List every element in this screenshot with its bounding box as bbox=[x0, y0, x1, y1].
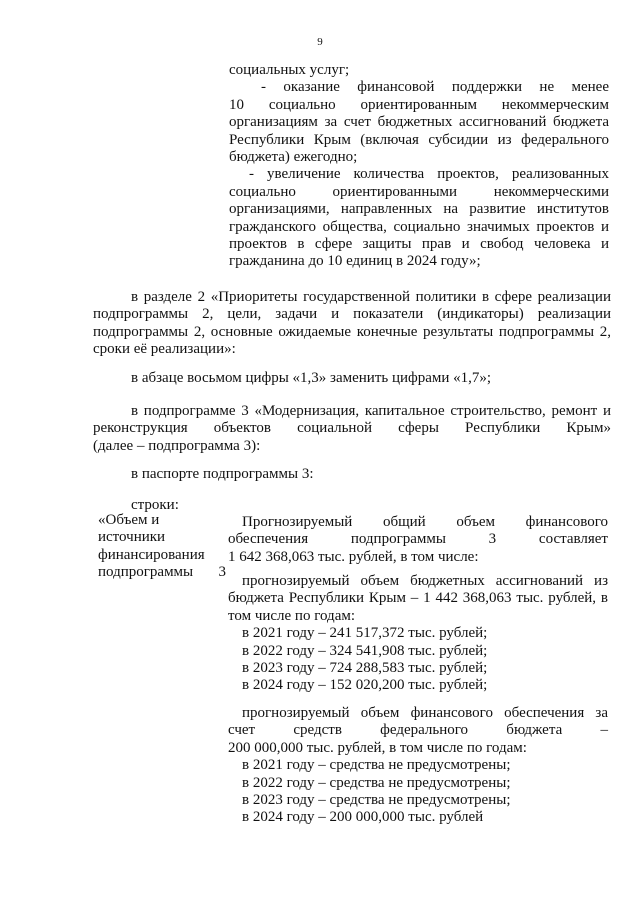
text-line: подпрограммы 2, цели, задачи и показатели (индикаторы) реализации bbox=[93, 306, 611, 323]
text-line: 200 000,000 тыс. рублей, в том числе по годам: bbox=[228, 739, 527, 756]
text-line: Республики Крым (включая субсидии из федерального bbox=[229, 131, 609, 148]
text-line: социально ориентированными некоммерческими bbox=[229, 183, 609, 200]
top-list-block bbox=[229, 62, 609, 271]
text-line: организациям за счет бюджетных ассигнований бюджета bbox=[229, 114, 609, 131]
text-line: в 2022 году – 324 541,908 тыс. рублей; bbox=[242, 642, 488, 659]
text-line: в 2024 году – 200 000,000 тыс. рублей bbox=[242, 809, 484, 826]
text-line: том числе по годам: bbox=[228, 607, 356, 624]
table-right-regional bbox=[228, 573, 608, 695]
text-line: в 2023 году – средства не предусмотрены; bbox=[242, 792, 511, 809]
text-line: гражданина до 10 единиц в 2024 году»; bbox=[229, 253, 481, 270]
passport-line bbox=[131, 466, 531, 483]
text-line: бюджета Республики Крым – 1 442 368,063 тыс. рублей, в bbox=[228, 590, 608, 607]
text-line: подпрограммы 2, основные ожидаемые конечные результаты подпрограммы 2, bbox=[93, 323, 611, 340]
text-line: - оказание финансовой поддержки не менее bbox=[261, 79, 609, 96]
section2-paragraph bbox=[93, 289, 611, 359]
text-line: в 2024 году – 152 020,200 тыс. рублей; bbox=[242, 677, 488, 694]
text-line: счет средств федерального бюджета – bbox=[228, 722, 608, 739]
text-line: в разделе 2 «Приоритеты государственной политики в сфере реализации bbox=[131, 289, 611, 305]
text-line: прогнозируемый объем финансового обеспечения за bbox=[242, 705, 608, 721]
text-line: социальных услуг; bbox=[229, 62, 350, 78]
text-line: 1 642 368,063 тыс. рублей, в том числе: bbox=[228, 548, 479, 565]
text-line: в паспорте подпрограммы 3: bbox=[131, 466, 314, 482]
text-line: реконструкция объектов социальной сферы Республики Крым» bbox=[93, 420, 611, 437]
section3-paragraph bbox=[93, 403, 611, 455]
text-line: проектов в сфере защиты прав и свобод человека и bbox=[229, 236, 609, 253]
text-line: строки: bbox=[131, 497, 179, 513]
table-left-column bbox=[98, 512, 226, 582]
text-line: организациями, направленных на развитие институтов bbox=[229, 201, 609, 218]
text-line: «Объем и bbox=[98, 512, 160, 528]
text-line: финансирования bbox=[98, 546, 205, 563]
text-line: обеспечения подпрограммы 3 составляет bbox=[228, 531, 608, 548]
table-right-total bbox=[228, 514, 608, 566]
text-line: в 2023 году – 724 288,583 тыс. рублей; bbox=[242, 660, 488, 677]
text-line: 10 социально ориентированным некоммерческим bbox=[229, 96, 609, 113]
text-line: в абзаце восьмом цифры «1,3» заменить цифрами «1,7»; bbox=[131, 370, 492, 386]
text-line: в подпрограмме 3 «Модернизация, капитальное строительство, ремонт и bbox=[131, 403, 611, 419]
text-line: сроки её реализации»: bbox=[93, 341, 236, 358]
text-line: в 2021 году – средства не предусмотрены; bbox=[242, 757, 511, 774]
text-line: (далее – подпрограмма 3): bbox=[93, 437, 261, 454]
abzac-paragraph bbox=[131, 370, 611, 387]
table-right-federal bbox=[228, 705, 608, 827]
text-line: бюджета) ежегодно; bbox=[229, 149, 358, 166]
text-line: в 2022 году – средства не предусмотрены; bbox=[242, 774, 511, 791]
text-line: гражданского общества, социально значимых проектов и bbox=[229, 218, 609, 235]
text-line: в 2021 году – 241 517,372 тыс. рублей; bbox=[242, 625, 488, 642]
text-line: Прогнозируемый общий объем финансового bbox=[242, 514, 608, 530]
page-number: 9 bbox=[317, 36, 323, 48]
text-line: подпрограммы 3 bbox=[98, 564, 226, 581]
text-line: прогнозируемый объем бюджетных ассигнований из bbox=[242, 573, 608, 589]
text-line: источники bbox=[98, 529, 166, 546]
text-line: - увеличение количества проектов, реализованных bbox=[249, 166, 609, 183]
